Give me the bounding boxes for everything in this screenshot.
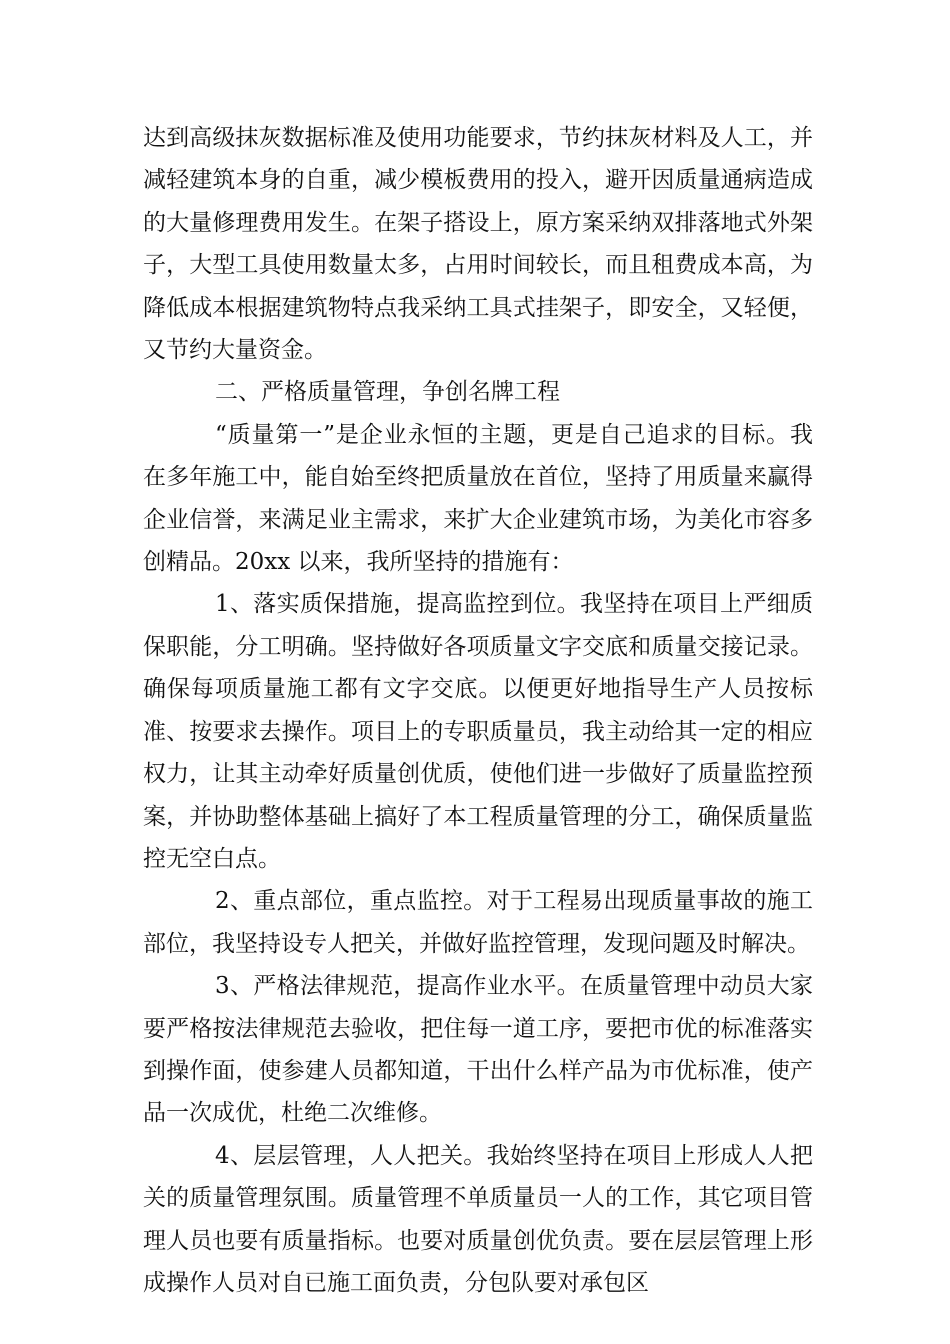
paragraph-measure-3: 3、严格法律规范，提高作业水平。在质量管理中动员大家要严格按法律规范去验收，把住每一道工序，要把市优的标准落实到操作面，使参建人员都知道，干出什么样产品为市优标准，使产品一次成优，杜绝二次维修。: [143, 973, 813, 1127]
paragraph-measure-2: 2、重点部位，重点监控。对于工程易出现质量事故的施工部位，我坚持设专人把关，并做好监控管理，发现问题及时解决。: [143, 888, 813, 957]
section-heading-quality-management: 二、严格质量管理，争创名牌工程: [215, 379, 560, 406]
paragraph-cost-saving: 达到高级抹灰数据标准及使用功能要求，节约抹灰材料及人工，并减轻建筑本身的自重，减少模板费用的投入，避开因质量通病造成的大量修理费用发生。在架子搭设上，原方案采纳双排落地式外架子，大型工具使用数量太多，占用时间较长，而且租费成本高，为降低成本根据建筑物特点我采纳工具式挂架子，即安全，又轻便，又节约大量资金。: [143, 125, 813, 364]
document-body: [143, 117, 813, 1304]
paragraph-measure-1: 1、落实质保措施，提高监控到位。我坚持在项目上严细质保职能，分工明确。坚持做好各项质量文字交底和质量交接记录。确保每项质量施工都有文字交底。以便更好地指导生产人员按标准、按要求去操作。项目上的专职质量员，我主动给其一定的相应权力，让其主动牵好质量创优质，使他们进一步做好了质量监控预案，并协助整体基础上搞好了本工程质量管理的分工，确保质量监控无空白点。: [143, 591, 813, 872]
paragraph-measure-4: 4、层层管理，人人把关。我始终坚持在项目上形成人人把关的质量管理氛围。质量管理不单质量员一人的工作，其它项目管理人员也要有质量指标。也要对质量创优负责。要在层层管理上形成操作人员对自已施工面负责，分包队要对承包区: [143, 1142, 813, 1296]
paragraph-quality-first: “质量第一”是企业永恒的主题，更是自己追求的目标。我在多年施工中，能自始至终把质量放在首位，坚持了用质量来赢得企业信誉，来满足业主需求，来扩大企业建筑市场，为美化市容多创精品。20xx 以来，我所坚持的措施有：: [143, 421, 813, 576]
